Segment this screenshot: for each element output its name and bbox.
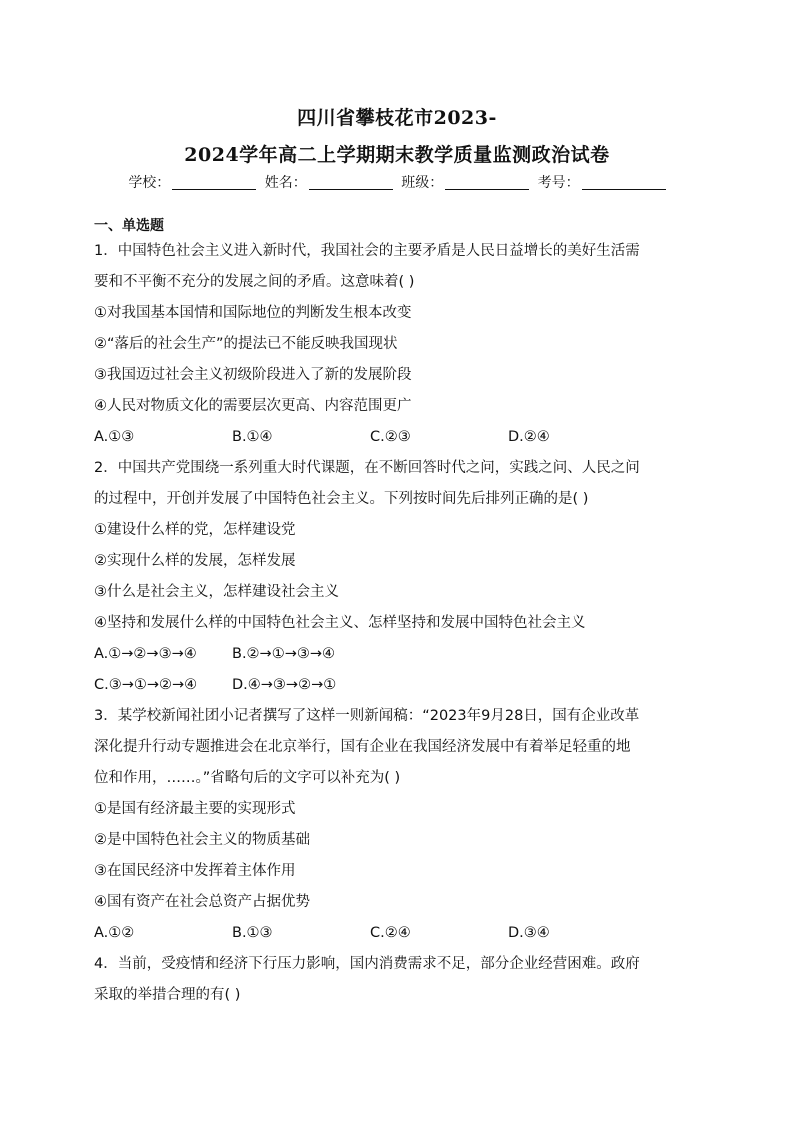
section-heading: 一、单选题 [94, 218, 164, 234]
question-1-choice-c[interactable]: C.②③ [370, 429, 411, 445]
question-2-option-1: ①建设什么样的党，怎样建设党 [94, 522, 296, 538]
exam-title-line-1: 四川省攀枝花市2023- [297, 107, 497, 129]
question-3-choices [94, 918, 714, 949]
question-1-stem-line-1: 1．中国特色社会主义进入新时代，我国社会的主要矛盾是人民日益增长的美好生活需 [94, 243, 640, 259]
question-4 [94, 949, 714, 1011]
question-2 [94, 453, 714, 701]
name-blank[interactable] [309, 175, 393, 190]
question-1-option-1: ①对我国基本国情和国际地位的判断发生根本改变 [94, 305, 412, 321]
question-1 [94, 236, 714, 453]
question-3-option-1: ①是国有经济最主要的实现形式 [94, 801, 296, 817]
question-3 [94, 701, 714, 949]
question-3-option-3: ③在国民经济中发挥着主体作用 [94, 863, 296, 879]
name-label: 姓名： [264, 175, 307, 191]
class-field [401, 172, 529, 192]
question-2-stem-line-2: 的过程中，开创并发展了中国特色社会主义。下列按时间先后排列正确的是( ) [94, 491, 589, 507]
number-blank[interactable] [582, 175, 666, 190]
question-1-option-4: ④人民对物质文化的需要层次更高、内容范围更广 [94, 398, 412, 414]
question-2-option-3: ③什么是社会主义，怎样建设社会主义 [94, 584, 339, 600]
student-info-row [0, 172, 794, 192]
name-field [265, 172, 393, 192]
question-2-stem-line-1: 2．中国共产党围绕一系列重大时代课题，在不断回答时代之问，实践之问、人民之问 [94, 460, 640, 476]
question-2-choices-row-1 [94, 639, 714, 670]
question-1-stem-line-2: 要和不平衡不充分的发展之间的矛盾。这意味着( ) [94, 274, 415, 290]
question-3-stem-line-2: 深化提升行动专题推进会在北京举行，国有企业在我国经济发展中有着举足轻重的地 [94, 739, 631, 755]
number-field [538, 172, 666, 192]
question-4-stem-line-2: 采取的举措合理的有( ) [94, 987, 241, 1003]
question-4-stem-line-1: 4．当前，受疫情和经济下行压力影响，国内消费需求不足，部分企业经营困难。政府 [94, 956, 640, 972]
question-1-choice-b[interactable]: B.①④ [232, 429, 273, 445]
question-list [94, 236, 714, 1011]
school-label: 学校： [128, 175, 171, 191]
question-2-choices-row-2 [94, 670, 714, 701]
question-3-choice-c[interactable]: C.②④ [370, 925, 411, 941]
question-1-choices [94, 422, 714, 453]
question-3-choice-a[interactable]: A.①② [94, 925, 135, 941]
class-blank[interactable] [445, 175, 529, 190]
number-label: 考号： [537, 175, 580, 191]
question-3-choice-d[interactable]: D.③④ [508, 925, 550, 941]
question-3-stem-line-3: 位和作用，……。”省略句后的文字可以补充为( ) [94, 770, 401, 786]
question-1-option-3: ③我国迈过社会主义初级阶段进入了新的发展阶段 [94, 367, 412, 383]
question-2-option-4: ④坚持和发展什么样的中国特色社会主义、怎样坚持和发展中国特色社会主义 [94, 615, 586, 631]
question-1-choice-a[interactable]: A.①③ [94, 429, 135, 445]
exam-title-line-2: 2024学年高二上学期期末教学质量监测政治试卷 [184, 144, 610, 166]
question-3-option-4: ④国有资产在社会总资产占据优势 [94, 894, 310, 910]
school-field [128, 172, 256, 192]
school-blank[interactable] [172, 175, 256, 190]
question-3-option-2: ②是中国特色社会主义的物质基础 [94, 832, 310, 848]
question-1-option-2: ②“落后的社会生产”的提法已不能反映我国现状 [94, 336, 398, 352]
question-3-stem-line-1: 3．某学校新闻社团小记者撰写了这样一则新闻稿：“2023年9月28日，国有企业改革 [94, 708, 640, 724]
question-2-choice-c[interactable]: C.③→①→②→④ [94, 677, 198, 693]
question-2-choice-d[interactable]: D.④→③→②→① [232, 677, 337, 693]
question-2-choice-b[interactable]: B.②→①→③→④ [232, 646, 336, 662]
class-label: 班级： [401, 175, 444, 191]
question-3-choice-b[interactable]: B.①③ [232, 925, 273, 941]
question-2-choice-a[interactable]: A.①→②→③→④ [94, 646, 197, 662]
question-1-choice-d[interactable]: D.②④ [508, 429, 550, 445]
question-2-option-2: ②实现什么样的发展，怎样发展 [94, 553, 296, 569]
